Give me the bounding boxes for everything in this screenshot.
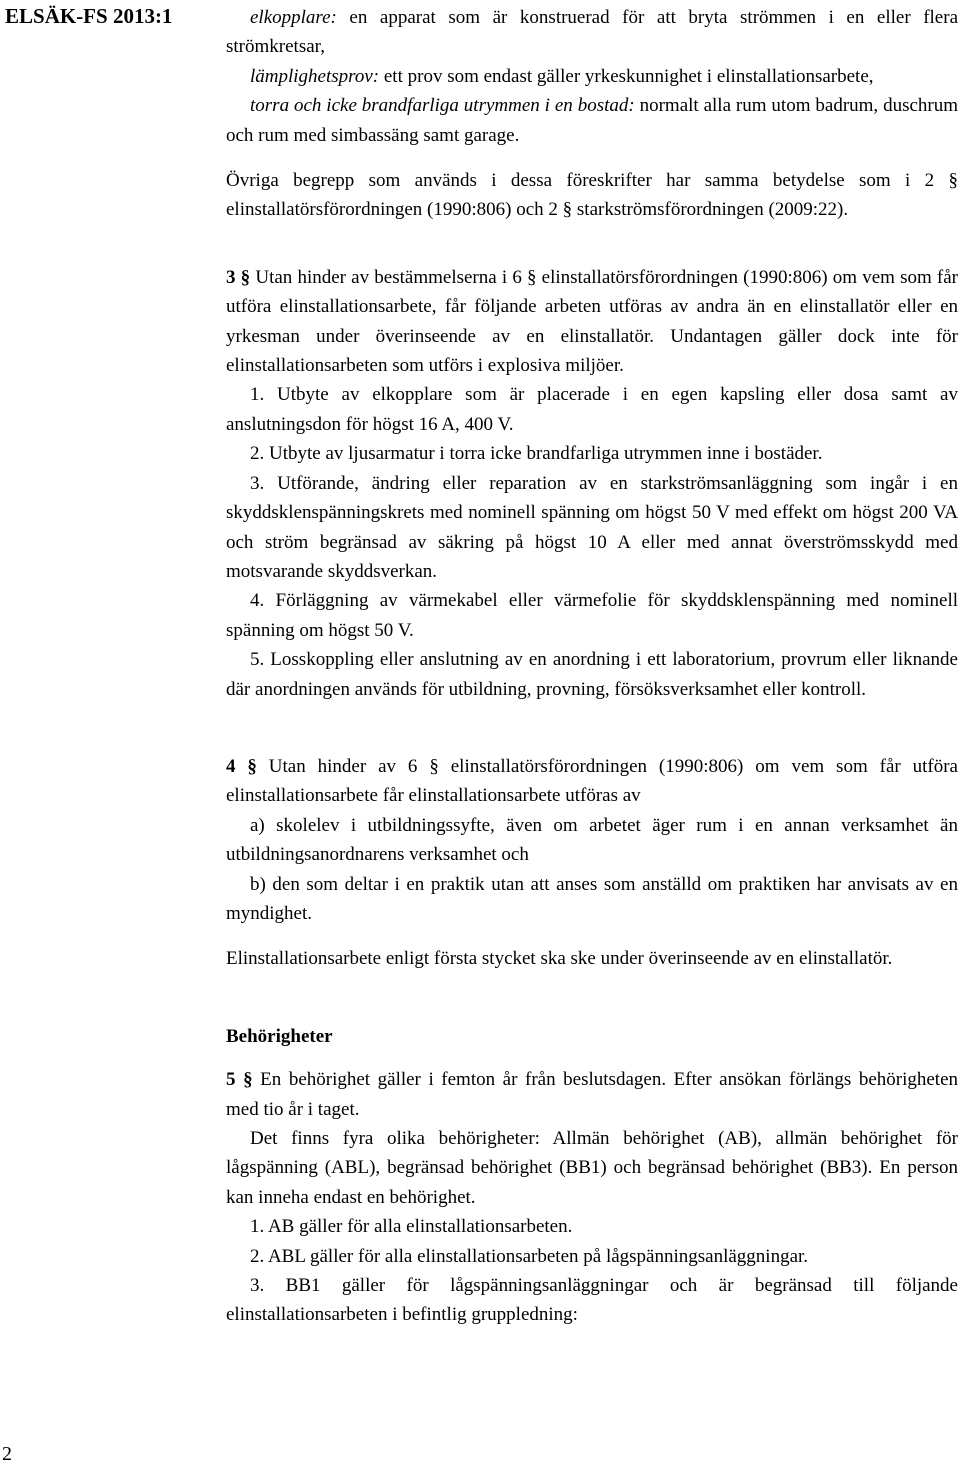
section-4-closing: Elinstallationsarbete enligt första stycket ska ske under överinseende av en elinstallatör. — [226, 948, 893, 970]
behorigheter-heading: Behörigheter — [226, 1025, 333, 1047]
behorighet-item-1: 1. AB gäller för alla elinstallationsarbeten. — [250, 1216, 573, 1238]
section-3-item-4: 4. Förläggning av värmekabel eller värmefolie för skyddsklenspänning med nominell spänning om högst 50 V. — [226, 590, 958, 641]
section-3-item-5: 5. Losskoppling eller anslutning av en anordning i ett laboratorium, provrum eller liknande där anordningen används för utbildning, provning, försöksverksamhet eller kontroll. — [226, 649, 958, 700]
section-4-text: Utan hinder av 6 § elinstallatörsförordningen (1990:806) om vem som får utföra elinstallationsarbete får elinstallationsarbete utföras av — [226, 755, 958, 807]
section-5-intro — [226, 1065, 958, 1124]
other-terms-paragraph: Övriga begrepp som används i dessa föreskrifter har samma betydelse som i 2 § elinstallatörsförordningen (1990:806) och 2 § starkströmsförordningen (2009:22). — [226, 170, 958, 221]
behorigheter-types: Det finns fyra olika behörigheter: Allmän behörighet (AB), allmän behörighet för lågspänning (ABL), begränsad behörighet (BB1) och begränsad behörighet (BB3). En person kan inneha endast en behörighet. — [226, 1128, 958, 1208]
section-3-item-1: 1. Utbyte av elkopplare som är placerade i en egen kapsling eller dosa samt av anslutningsdon för högst 16 A, 400 V. — [226, 384, 958, 435]
definition-torra-utrymmen — [226, 91, 958, 150]
section-5-text: En behörighet gäller i femton år från beslutsdagen. Efter ansökan förlängs behörigheten med tio år i taget. — [226, 1069, 959, 1120]
section-4-number: 4 § — [226, 755, 257, 777]
document-header: ELSÄK-FS 2013:1 — [5, 4, 173, 28]
section-3-number: 3 § — [226, 266, 251, 288]
definition-elkopplare — [226, 3, 958, 62]
definition-lamplighetsprov — [226, 62, 958, 91]
definition-text: ett prov som endast gäller yrkeskunnighet i elinstallationsarbete, — [379, 65, 874, 87]
section-4-intro — [226, 752, 958, 811]
section-4-item-b: b) den som deltar i en praktik utan att anses som anställd om praktiken har anvisats av en myndighet. — [226, 873, 958, 924]
definition-text: normalt alla rum utom badrum, duschrum och rum med simbassäng samt garage. — [226, 95, 959, 146]
definition-term: elkopplare: — [250, 7, 337, 28]
section-4-item-a: a) skolelev i utbildningssyfte, även om arbetet äger rum i en annan verksamhet än utbildningsanordnarens verksamhet och — [226, 814, 958, 866]
section-3-intro — [226, 263, 958, 381]
section-3-text: Utan hinder av bestämmelserna i 6 § elinstallatörsförordningen (1990:806) om vem som får utföra elinstallationsarbete, får följande arbeten utföras av andra än en elinstallatör eller en yrkesman under överinseende av en elinstallatör. Undantagen gäller dock inte för elinstallationsarbeten som utförs i explosiva miljöer. — [226, 266, 959, 377]
definition-term: lämplighetsprov: — [250, 65, 380, 87]
definition-term: torra och icke brandfarliga utrymmen i en bostad: — [250, 95, 635, 117]
behorighet-item-3: 3. BB1 gäller för lågspänningsanläggningar och är begränsad till följande elinstallationsarbeten i befintlig gruppledning: — [226, 1275, 958, 1326]
section-5-number: 5 § — [226, 1069, 253, 1091]
document-body — [226, 3, 958, 1330]
behorighet-item-2: 2. ABL gäller för alla elinstallationsarbeten på lågspänningsanläggningar. — [250, 1245, 809, 1267]
definition-text: en apparat som är konstruerad för att bryta strömmen i en eller flera strömkretsar, — [226, 7, 958, 58]
section-3-item-3: 3. Utförande, ändring eller reparation av en starkströmsanläggning som ingår i en skyddsklenspänningskrets med nominell spänning om högst 50 V med effekt om högst 200 VA och ström begränsad av säkring på högst 10 A eller med annat överströmsskydd med motsvarande skyddsverkan. — [226, 472, 958, 582]
section-3-item-2: 2. Utbyte av ljusarmatur i torra icke brandfarliga utrymmen inne i bostäder. — [250, 443, 823, 465]
page-number: 2 — [2, 1443, 12, 1465]
